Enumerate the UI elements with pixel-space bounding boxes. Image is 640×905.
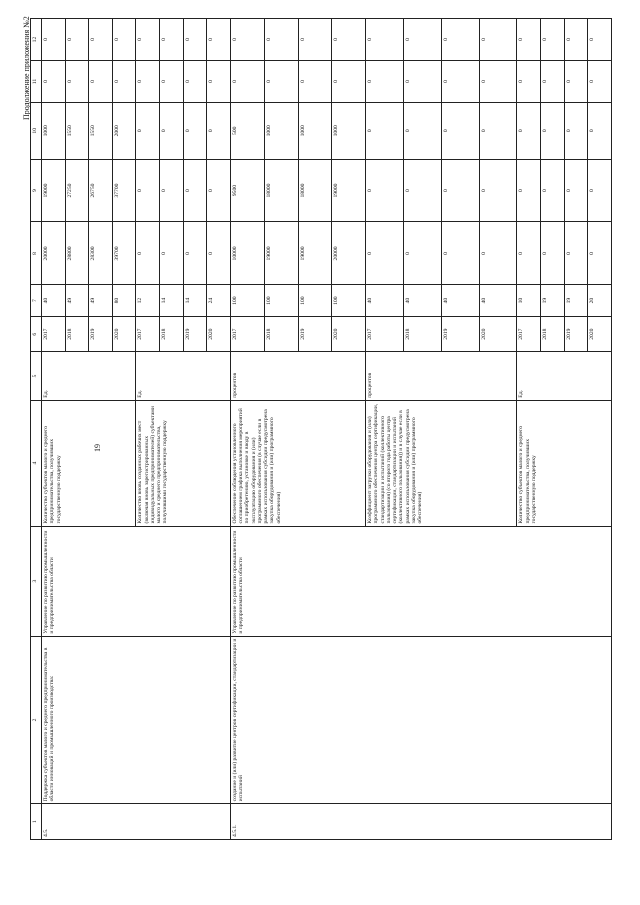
column-number: 9 [31,159,42,222]
year-cell: 2017 [366,316,404,352]
value-cell: 0 [332,61,366,103]
year-cell: 2019 [441,316,479,352]
value-cell: 28800 [65,222,89,285]
year-cell: 2017 [230,316,264,352]
value-cell: 0 [366,61,404,103]
value-cell: 14 [183,285,207,316]
year-cell: 2019 [183,316,207,352]
value-cell: 49 [89,285,113,316]
value-cell: 40 [479,285,517,316]
column-number: 2 [31,636,42,804]
indicator-unit: Ед. [136,352,230,400]
value-cell: 0 [136,19,160,61]
page-number: 19 [93,444,102,452]
value-cell: 19 [564,285,588,316]
value-cell: 0 [541,222,565,285]
item-name: создание и (или) развитие центров сертификации, стандартизации и испытаний [230,636,611,804]
value-cell: 18000 [298,159,332,222]
value-cell: 80 [112,285,136,316]
value-cell: 0 [183,102,207,159]
value-cell: 0 [541,19,565,61]
value-cell: 1000 [332,102,366,159]
indicator-unit: Ед. [42,352,136,400]
value-cell: 39700 [112,222,136,285]
year-cell: 2018 [541,316,565,352]
value-cell: 0 [89,19,113,61]
value-cell: 0 [183,19,207,61]
value-cell: 0 [89,61,113,103]
value-cell: 0 [588,159,612,222]
value-cell: 0 [183,61,207,103]
item-name: Поддержка субъектов малого и среднего предпринимательства в области инноваций и промышленного производства: [42,636,231,804]
year-cell: 2020 [207,316,231,352]
value-cell: 0 [404,222,442,285]
value-cell: 0 [136,102,160,159]
value-cell: 0 [479,19,517,61]
value-cell: 500 [230,102,264,159]
value-cell: 100 [332,285,366,316]
indicator-unit: процентов [230,352,365,400]
value-cell: 0 [517,61,541,103]
value-cell: 0 [517,102,541,159]
value-cell: 0 [404,61,442,103]
value-cell: 40 [42,285,66,316]
value-cell: 100 [230,285,264,316]
value-cell: 0 [112,19,136,61]
column-number-row [31,19,42,840]
value-cell: 0 [441,19,479,61]
program-table [30,18,612,840]
value-cell: 40 [404,285,442,316]
indicator-unit: Ед. [517,352,612,400]
value-cell: 0 [207,102,231,159]
value-cell: 0 [207,222,231,285]
value-cell: 19000 [332,159,366,222]
value-cell: 1000 [298,102,332,159]
value-cell: 0 [564,61,588,103]
value-cell: 0 [160,19,184,61]
continuation-note: Продолжение приложения №2 [22,16,31,120]
value-cell: 0 [541,102,565,159]
value-cell: 0 [112,61,136,103]
table-row [42,19,66,840]
indicator-name: Количество вновь созданных рабочих мест (включая вновь зарегистрированных индивидуальных предпринимателей) субъектами малого и среднего предпринимательства, получившими государственную поддержку [136,400,230,526]
value-cell: 0 [479,159,517,222]
value-cell: 40 [441,285,479,316]
value-cell: 0 [588,61,612,103]
value-cell: 10000 [230,222,264,285]
year-cell: 2019 [564,316,588,352]
value-cell: 0 [264,61,298,103]
value-cell: 0 [564,159,588,222]
value-cell: 0 [65,19,89,61]
value-cell: 0 [207,19,231,61]
value-cell: 0 [42,19,66,61]
value-cell: 0 [517,19,541,61]
value-cell: 0 [160,102,184,159]
value-cell: 1550 [65,102,89,159]
value-cell: 0 [588,222,612,285]
value-cell: 14 [160,285,184,316]
value-cell: 0 [366,159,404,222]
value-cell: 0 [42,61,66,103]
value-cell: 0 [564,222,588,285]
year-cell: 2020 [332,316,366,352]
year-cell: 2020 [112,316,136,352]
value-cell: 12 [136,285,160,316]
value-cell: 1550 [89,102,113,159]
column-number: 3 [31,526,42,636]
value-cell: 1000 [42,102,66,159]
executor: Управление по развитию промышленности и предпринимательства области [42,526,231,636]
value-cell: 0 [160,222,184,285]
value-cell: 19 [541,285,565,316]
value-cell: 0 [160,61,184,103]
table-row [230,19,264,840]
value-cell: 0 [564,102,588,159]
column-number: 5 [31,352,42,400]
value-cell: 100 [298,285,332,316]
year-cell: 2018 [160,316,184,352]
value-cell: 19000 [42,159,66,222]
year-cell: 2018 [65,316,89,352]
indicator-name: Количество субъектов малого и среднего предпринимательства, получивших государственную поддержку [42,400,136,526]
value-cell: 0 [298,19,332,61]
value-cell: 0 [541,61,565,103]
year-cell: 2017 [42,316,66,352]
value-cell: 0 [404,19,442,61]
value-cell: 0 [136,222,160,285]
value-cell: 27250 [65,159,89,222]
value-cell: 0 [441,102,479,159]
value-cell: 9500 [230,159,264,222]
value-cell: 0 [332,19,366,61]
value-cell: 49 [65,285,89,316]
year-cell: 2017 [136,316,160,352]
value-cell: 0 [441,159,479,222]
value-cell: 0 [441,222,479,285]
value-cell: 2000 [112,102,136,159]
value-cell: 0 [517,159,541,222]
indicator-name: Количество субъектов малого и среднего предпринимательства, получивших государственную поддержку [517,400,612,526]
value-cell: 0 [441,61,479,103]
column-number: 7 [31,285,42,316]
value-cell: 0 [183,222,207,285]
value-cell: 0 [65,61,89,103]
value-cell: 18000 [264,159,298,222]
value-cell: 19000 [298,222,332,285]
item-number: 4.5.1. [230,804,611,840]
value-cell: 0 [479,102,517,159]
column-number: 1 [31,804,42,840]
year-cell: 2019 [298,316,332,352]
executor: Управление по развитию промышленности и предпринимательства области [230,526,611,636]
value-cell: 0 [298,61,332,103]
item-number: 4.5. [42,804,231,840]
value-cell: 0 [541,159,565,222]
column-number: 4 [31,400,42,526]
value-cell: 0 [588,102,612,159]
value-cell: 26750 [89,159,113,222]
indicator-name: Обеспечение соблюдения установленного соглашением графика выполнения мероприятий по приобретению, установке и вводу в эксплуатацию оборудования и (или) программного обеспечения (в случае если в рамках использования субсидии предусмотрена закупка оборудования и (или) программного обеспечения) [230,400,365,526]
year-cell: 2018 [264,316,298,352]
value-cell: 40 [366,285,404,316]
value-cell: 0 [366,19,404,61]
value-cell: 20 [588,285,612,316]
value-cell: 0 [517,222,541,285]
value-cell: 100 [264,285,298,316]
value-cell: 0 [404,159,442,222]
value-cell: 0 [366,102,404,159]
value-cell: 0 [230,19,264,61]
value-cell: 1000 [264,102,298,159]
value-cell: 0 [588,19,612,61]
column-number: 8 [31,222,42,285]
column-number: 11 [31,61,42,103]
value-cell: 10 [517,285,541,316]
year-cell: 2018 [404,316,442,352]
year-cell: 2019 [89,316,113,352]
value-cell: 0 [136,61,160,103]
value-cell: 0 [366,222,404,285]
value-cell: 20000 [332,222,366,285]
value-cell: 0 [183,159,207,222]
column-number: 6 [31,316,42,352]
column-number: 10 [31,102,42,159]
rotated-table-container [30,18,612,840]
value-cell: 0 [207,159,231,222]
column-number: 12 [31,19,42,61]
indicator-unit: процентов [366,352,517,400]
value-cell: 20000 [42,222,66,285]
value-cell: 0 [404,102,442,159]
value-cell: 37700 [112,159,136,222]
value-cell: 0 [479,222,517,285]
value-cell: 19000 [264,222,298,285]
value-cell: 0 [564,19,588,61]
indicator-name: Коэффициент загрузки оборудования и (или) программного обеспечения центра сертификации, стандартизации и испытаний (коллективного пользования) (со второго года работы центра сертификации, стандартизации и испытаний (коллективного пользования)) и в случае если в рамках использования субсидии предусмотрена закупка оборудования и (или) программного обеспечения) [366,400,517,526]
value-cell: 0 [479,61,517,103]
value-cell: 28300 [89,222,113,285]
year-cell: 2020 [479,316,517,352]
value-cell: 0 [230,61,264,103]
value-cell: 0 [207,61,231,103]
year-cell: 2017 [517,316,541,352]
value-cell: 0 [160,159,184,222]
value-cell: 0 [264,19,298,61]
value-cell: 24 [207,285,231,316]
value-cell: 0 [136,159,160,222]
year-cell: 2020 [588,316,612,352]
